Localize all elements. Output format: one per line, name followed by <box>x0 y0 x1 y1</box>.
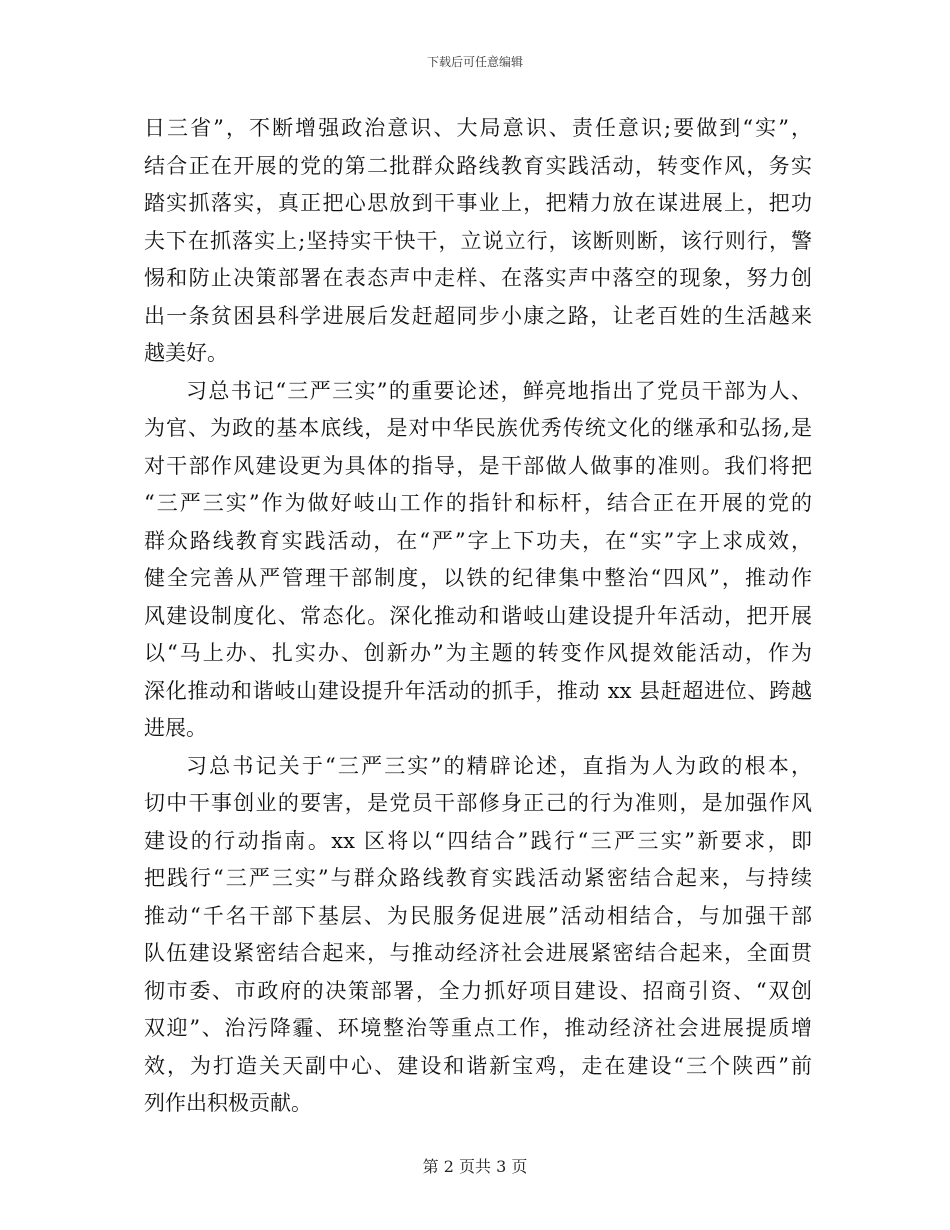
text-line: 习总书记“三严三实”的重要论述，鲜亮地指出了党员干部为人、 <box>186 378 812 403</box>
text-line: 列作出积极贡献。 <box>144 1091 312 1115</box>
text-line: 越美好。 <box>144 341 228 365</box>
page-number-footer: 第 2 页共 3 页 <box>422 1157 528 1176</box>
page-header-note: 下载后可任意编辑 <box>426 55 523 69</box>
text-line: 夫下在抓落实上;坚持实干快干，立说立行，该断则断，该行则行，警 <box>144 228 812 253</box>
text-line: 把践行“三严三实”与群众路线教育实践活动紧密结合起来，与持续 <box>144 866 812 890</box>
paragraph-3 <box>144 748 812 1123</box>
text-line: 效，为打造关天副中心、建设和谐新宝鸡，走在建设“三个陕西”前 <box>144 1053 812 1078</box>
text-line: 出一条贫困县科学进展后发赶超同步小康之路，让老百姓的生活越来 <box>144 303 812 328</box>
text-line: 以“马上办、扎实办、创新办”为主题的转变作风提效能活动，作为 <box>144 641 812 665</box>
text-line: 建设的行动指南。xx 区将以“四结合”践行“三严三实”新要求，即 <box>144 828 812 853</box>
text-line: 双迎”、治污降霾、环境整治等重点工作，推动经济社会进展提质增 <box>144 1016 812 1040</box>
text-line: 惕和防止决策部署在表态声中走样、在落实声中落空的现象，努力创 <box>144 266 812 290</box>
text-line: 为官、为政的基本底线，是对中华民族优秀传统文化的继承和弘扬,是 <box>144 416 812 440</box>
text-line: 群众路线教育实践活动，在“严”字上下功夫，在“实”字上求成效， <box>144 528 812 553</box>
text-line: 对干部作风建设更为具体的指导，是干部做人做事的准则。我们将把 <box>144 453 812 478</box>
text-line: 日三省”，不断增强政治意识、大局意识、责任意识;要做到“实”， <box>144 116 812 140</box>
paragraph-2 <box>144 373 812 748</box>
document-body <box>144 110 812 1123</box>
text-line: 健全完善从严管理干部制度，以铁的纪律集中整治“四风”，推动作 <box>144 566 812 590</box>
text-line: 彻市委、市政府的决策部署，全力抓好项目建设、招商引资、“双创 <box>144 978 812 1003</box>
text-line: 结合正在开展的党的第二批群众路线教育实践活动，转变作风，务实 <box>144 153 812 178</box>
text-line: 切中干事创业的要害，是党员干部修身正己的行为准则，是加强作风 <box>144 791 812 815</box>
text-line: 推动“千名干部下基层、为民服务促进展”活动相结合，与加强干部 <box>144 903 812 928</box>
text-line: 深化推动和谐岐山建设提升年活动的抓手，推动 xx 县赶超进位、跨越 <box>144 678 812 703</box>
text-line: 踏实抓落实，真正把心思放到干事业上，把精力放在谋进展上，把功 <box>144 191 812 215</box>
text-line: “三严三实”作为做好岐山工作的指针和标杆，结合正在开展的党的 <box>144 491 812 515</box>
text-line: 风建设制度化、常态化。深化推动和谐岐山建设提升年活动，把开展 <box>144 603 812 628</box>
text-line: 进展。 <box>144 716 207 740</box>
text-line: 习总书记关于“三严三实”的精辟论述，直指为人为政的根本， <box>186 753 812 778</box>
paragraph-1 <box>144 110 812 373</box>
text-line: 队伍建设紧密结合起来，与推动经济社会进展紧密结合起来，全面贯 <box>144 941 812 965</box>
